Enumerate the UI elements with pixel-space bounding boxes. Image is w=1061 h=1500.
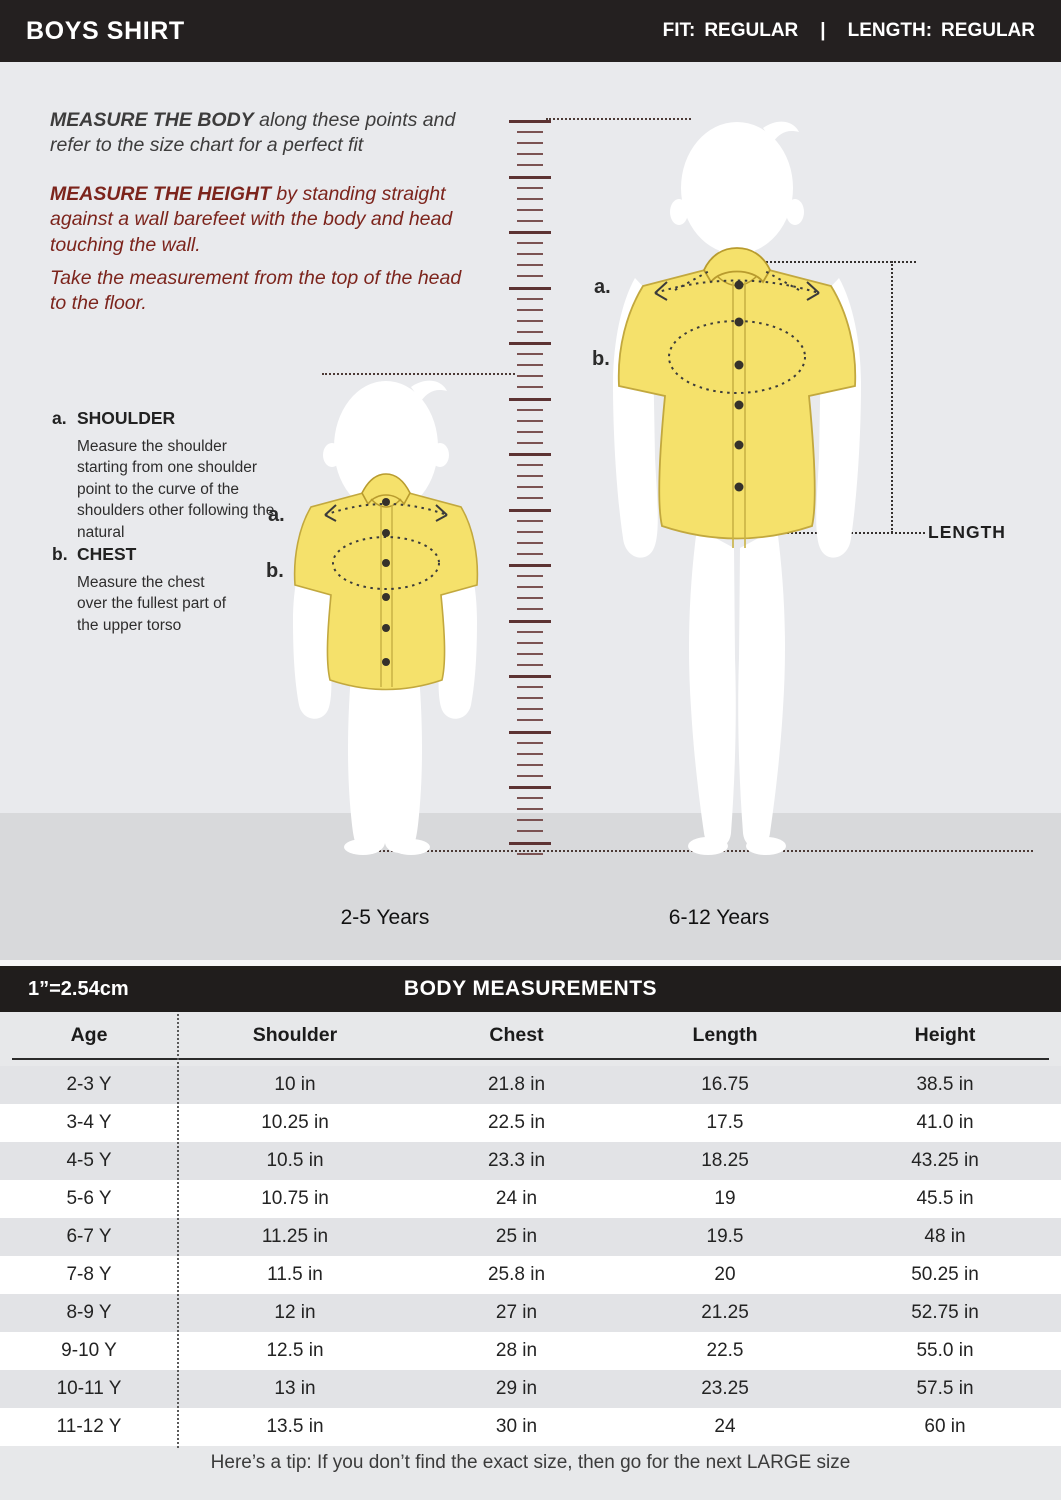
ruler-tick [517, 153, 543, 155]
ruler-tick [517, 808, 543, 810]
measure-body-note [50, 108, 465, 159]
measure-height-rest: by standing straight against a wall barefeet with the body and head touching the wall. [50, 183, 453, 256]
ruler-tick [517, 819, 543, 821]
table-row [0, 1104, 1061, 1142]
table-cell: 19.5 [706, 1226, 744, 1247]
scale-note: 1”=2.54cm [28, 977, 129, 1000]
table-cell: 29 in [495, 1378, 538, 1399]
floor-measure-note: Take the measurement from the top of the head to the floor. [50, 267, 462, 315]
ruler-tick [509, 842, 551, 845]
measure-height-bold: MEASURE THE HEIGHT [50, 183, 272, 205]
ruler-tick [517, 364, 543, 366]
ruler-tick [517, 475, 543, 477]
chest-key: b. [52, 544, 68, 564]
table-cell: 17.5 [706, 1112, 744, 1133]
ruler-tick [517, 542, 543, 544]
table-cell: 38.5 in [916, 1074, 974, 1095]
ruler-tick [517, 264, 543, 266]
table-cell: 23.3 in [487, 1150, 546, 1171]
table-cell: 16.75 [701, 1074, 749, 1095]
ruler-tick [517, 442, 543, 444]
ruler-tick [517, 719, 543, 721]
table-cell: 18.25 [701, 1150, 749, 1171]
table-row [0, 1256, 1061, 1294]
table-row [0, 1408, 1061, 1446]
ruler-tick [509, 675, 551, 678]
ruler-tick [517, 753, 543, 755]
table-cell: 3-4 Y [66, 1112, 112, 1133]
chest-title: CHEST [77, 544, 137, 564]
ruler-tick [517, 331, 543, 333]
age-column-divider [177, 1014, 179, 1448]
small-figure-caption: 2-5 Years [340, 906, 430, 929]
table-row [0, 1142, 1061, 1180]
spec-divider: | [820, 20, 826, 41]
header-bar [0, 0, 1061, 62]
table-header-row [0, 1012, 1061, 1058]
ruler-tick [517, 309, 543, 311]
large-chest-marker: b. [592, 348, 610, 370]
table-cell: 60 in [924, 1416, 966, 1437]
ruler-tick [517, 653, 543, 655]
ruler-tick [517, 553, 543, 555]
shoulder-title: SHOULDER [77, 408, 176, 428]
measure-body-bold: MEASURE THE BODY [50, 109, 254, 131]
table-cell: 21.8 in [487, 1074, 546, 1095]
length-annotation: LENGTH [928, 522, 1006, 542]
table-cell: 7-8 Y [66, 1264, 112, 1285]
table-row [0, 1332, 1061, 1370]
table-cell: 21.25 [701, 1302, 749, 1323]
chest-description: Measure the chest over the fullest part of the upper torso [77, 574, 227, 634]
size-tip: Here’s a tip: If you don’t find the exact size, then go for the next LARGE size [210, 1452, 851, 1473]
small-boy-figure [285, 375, 485, 857]
table-cell: 10-11 Y [56, 1378, 122, 1399]
small-shoulder-marker: a. [268, 504, 285, 526]
table-cell: 10.75 in [261, 1188, 329, 1209]
table-cell: 27 in [495, 1302, 538, 1323]
table-cell: 10.25 in [261, 1112, 329, 1133]
measure-height-note [50, 182, 465, 258]
page-title: BOYS SHIRT [26, 16, 185, 45]
ruler-tick [509, 287, 551, 290]
ruler-tick [517, 142, 543, 144]
ruler-tick [517, 531, 543, 533]
table-row [0, 1066, 1061, 1104]
ruler-tick [509, 342, 551, 345]
ruler-tick [517, 608, 543, 610]
ruler-tick [517, 253, 543, 255]
table-cell: 41.0 in [916, 1112, 974, 1133]
ruler-tick [517, 708, 543, 710]
ruler-tick [517, 497, 543, 499]
table-cell: 2-3 Y [66, 1074, 112, 1095]
fit-label: FIT: [662, 20, 696, 41]
ruler-tick [517, 242, 543, 244]
ruler-tick [517, 209, 543, 211]
ruler-tick [517, 464, 543, 466]
table-cell: 24 in [495, 1188, 538, 1209]
ruler-tick [517, 486, 543, 488]
ruler-tick [517, 830, 543, 832]
table-cell: 19 [714, 1188, 736, 1209]
ruler-tick [517, 764, 543, 766]
ruler-tick [509, 398, 551, 401]
ruler-tick [517, 775, 543, 777]
ruler-tick [517, 686, 543, 688]
column-header-height: Height [914, 1023, 976, 1046]
ruler-tick [517, 642, 543, 644]
table-cell: 28 in [495, 1340, 538, 1361]
table-cell: 23.25 [701, 1378, 749, 1399]
chest-definition [52, 544, 229, 636]
table-cell: 12.5 in [266, 1340, 324, 1361]
ruler-tick [517, 853, 543, 855]
table-cell: 5-6 Y [66, 1188, 112, 1209]
table-cell: 6-7 Y [66, 1226, 112, 1247]
column-header-length: Length [692, 1023, 758, 1046]
ruler-tick [517, 597, 543, 599]
table-cell: 10 in [274, 1074, 316, 1095]
table-cell: 55.0 in [916, 1340, 974, 1361]
ruler-tick [509, 509, 551, 512]
table-cell: 43.25 in [911, 1150, 979, 1171]
column-header-age: Age [70, 1023, 108, 1046]
table-cell: 11-12 Y [56, 1416, 122, 1437]
floor-band [0, 813, 1061, 960]
shoulder-key: a. [52, 408, 67, 428]
shoulder-heading [52, 408, 275, 429]
table-cell: 48 in [924, 1226, 966, 1247]
ruler-tick [509, 564, 551, 567]
table-cell: 22.5 in [487, 1112, 546, 1133]
shoulder-description: Measure the shoulder starting from one shoulder point to the curve of the shoulders other following the natural [77, 438, 275, 541]
table-header-rule [12, 1058, 1049, 1060]
ruler-tick [517, 198, 543, 200]
large-boy-figure [605, 118, 870, 858]
ruler-tick [509, 176, 551, 179]
table-cell: 45.5 in [916, 1188, 974, 1209]
ruler-tick [517, 298, 543, 300]
ruler-tick [517, 575, 543, 577]
shoulder-definition [52, 408, 275, 543]
ruler-tick [517, 320, 543, 322]
ruler-tick [517, 631, 543, 633]
table-row [0, 1218, 1061, 1256]
ruler-tick [517, 664, 543, 666]
table-title-bar [0, 966, 1061, 1012]
ruler-tick [509, 231, 551, 234]
column-header-chest: Chest [489, 1023, 544, 1046]
ruler-tick [517, 431, 543, 433]
length-guide-vertical [891, 261, 893, 533]
table-cell: 50.25 in [911, 1264, 979, 1285]
ruler-tick [517, 409, 543, 411]
ruler-tick [509, 620, 551, 623]
large-shoulder-marker: a. [594, 276, 611, 298]
table-cell: 13.5 in [266, 1416, 324, 1437]
ruler-tick [517, 386, 543, 388]
ruler-tick [517, 742, 543, 744]
small-chest-marker: b. [266, 560, 284, 582]
table-cell: 13 in [274, 1378, 316, 1399]
ruler-tick [517, 353, 543, 355]
ruler-tick [517, 697, 543, 699]
fit-value: REGULAR [704, 20, 799, 41]
ruler-tick [517, 220, 543, 222]
ruler-tick [509, 786, 551, 789]
table-cell: 24 [714, 1416, 736, 1437]
ruler-tick [517, 164, 543, 166]
table-cell: 12 in [274, 1302, 316, 1323]
ruler-tick [517, 520, 543, 522]
table-cell: 25.8 in [487, 1264, 546, 1285]
table-cell: 25 in [495, 1226, 538, 1247]
chest-heading [52, 544, 229, 565]
table-cell: 57.5 in [916, 1378, 974, 1399]
table-cell: 11.25 in [261, 1226, 329, 1247]
ruler-tick [509, 120, 551, 123]
large-figure-caption: 6-12 Years [668, 906, 770, 929]
table-cell: 9-10 Y [61, 1340, 117, 1361]
table-title: BODY MEASUREMENTS [403, 977, 658, 1000]
ruler-tick [509, 731, 551, 734]
table-cell: 52.75 in [911, 1302, 979, 1323]
ruler-tick [517, 187, 543, 189]
length-label: LENGTH: [847, 20, 933, 41]
ruler-tick [517, 420, 543, 422]
column-header-shoulder: Shoulder [252, 1023, 338, 1046]
length-value: REGULAR [941, 20, 1035, 41]
ruler-tick [517, 797, 543, 799]
measure-body-rest: along these points and refer to the size chart for a perfect fit [50, 109, 456, 157]
ruler-tick [517, 275, 543, 277]
table-cell: 11.5 in [267, 1264, 323, 1285]
ruler-tick [517, 131, 543, 133]
ruler-tick [509, 453, 551, 456]
table-row [0, 1180, 1061, 1218]
size-table-body [0, 1066, 1061, 1446]
ruler-tick [517, 586, 543, 588]
table-cell: 22.5 [706, 1340, 744, 1361]
table-cell: 20 [714, 1264, 736, 1285]
fit-length-specs [663, 20, 1035, 42]
ruler-tick [517, 375, 543, 377]
table-cell: 30 in [495, 1416, 538, 1437]
table-cell: 10.5 in [266, 1150, 324, 1171]
table-cell: 4-5 Y [66, 1150, 112, 1171]
table-cell: 8-9 Y [66, 1302, 112, 1323]
table-row [0, 1370, 1061, 1408]
table-row [0, 1294, 1061, 1332]
